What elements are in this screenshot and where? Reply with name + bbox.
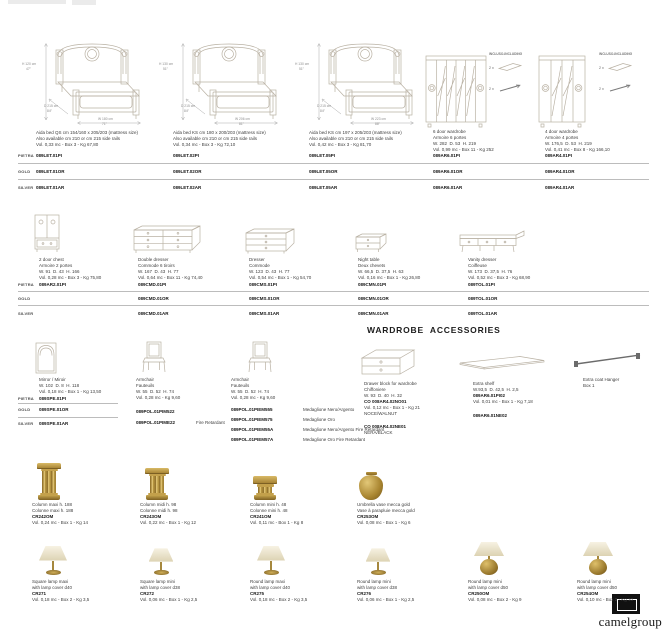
bed-depth-label: D 215 cm [317,104,332,108]
product-desc-line: Commode 6 tiroirs [138,263,175,268]
product-code-fabric: 089POL.01PIEM575 [231,417,273,422]
product-code-silver: 089CMN.01AR [358,311,389,316]
product-desc-line: Aida bed KS cm 197 x 205/203 (mattress size) [309,130,402,135]
product-desc-line: Night table [358,257,380,262]
umbrella-vase-photo [356,472,386,500]
lamp-photo [472,541,506,575]
product-desc-line: W. 176,5 D. 53 H. 219 [545,141,592,146]
product-desc-line: Extra coat Hanger [583,377,620,382]
product-code-pietra: 089TOL.01PI [468,282,495,287]
product-code-gold: 089CMD.01OR [138,296,169,301]
product-code: CR253OM [357,514,379,519]
product-desc-line: Box 1 [583,383,595,388]
product-desc-line: with lamp cover d38 [357,585,398,590]
product-desc-line: Also available cm 210 or cm 215 side rails [36,136,121,141]
product-code-silver: 089CMD.01AR [138,311,169,316]
product-desc-line: Vol. 0,06 mc - Box 1 - Kg 2,5 [140,597,198,602]
row-label-pietra: PIETRA [18,282,34,287]
finish-row-divider [18,403,118,404]
product-code-silver: 089AR6.01AR [433,185,463,190]
row-label-gold: GOLD [18,169,31,174]
product-code-silver: 089SPE.01AR [39,421,69,426]
product-desc-line: 6 door wardrobe [433,129,466,134]
shelf-icon [497,59,523,77]
product-code: CR254OM [577,591,599,596]
product-code-pietra: 089LET.01PI [36,153,63,158]
product-desc-line: with lamp cover d50 [577,585,618,590]
product-desc-line: Colonne maxi h. 188 [32,508,74,513]
product-desc-line: Vol. 0,08 mc - Box 2 - Kg 9 [468,597,522,602]
wardrobe-accessories-heading: WARDROBE ACCESSORIES [367,325,501,335]
product-desc-line: Commode [249,263,270,268]
bed-depth-label: D 215 cm [181,104,196,108]
product-desc-line: Chiffoniere [364,387,386,392]
bed-depth-inches-label: 84″ [47,108,52,113]
cropped-text-artifact [72,0,96,5]
lamp-photo [254,541,288,575]
drawer-block-drawing [354,348,420,378]
wardrobe-4-door-drawing [537,48,587,128]
product-desc-line: Fauteuils [231,383,250,388]
product-code: CR241OM [250,514,272,519]
bed-drawing [42,38,146,126]
product-desc-line: Vol. 0,16 mc - Box 1 - Kg 26,80 [358,275,421,280]
product-desc-line: Colonne midi h. 98 [140,508,178,513]
bed-drawing [179,38,283,126]
product-desc-line: 4 door wardrobe [545,129,578,134]
extra-shelf-drawing [456,354,548,370]
product-code-silver: 089LET.01AR [36,185,65,190]
product-desc-line: Armchair [231,377,250,382]
bed-width-inches-label: 88″ [375,121,380,126]
product-desc-line: Armoire 2 portes [39,263,73,268]
product-desc-line: Vol. 0,10 mc - Box 2 - Kg 10 [577,597,634,602]
product-desc-line: Aida bed KS cm 180 x 200/203 (mattress size) [173,130,266,135]
night-table-drawing [352,233,388,253]
cropped-text-artifact [8,0,66,4]
fabric-note: Fire Retardant [196,420,225,425]
product-code-gold: 089LET.02OR [173,169,202,174]
finish-row-divider [18,163,649,164]
product-code-pietra: 089CMD.01PI [138,282,167,287]
product-desc-line: W. 66,5 D. 37,5 H. 63 [358,269,404,274]
included-shelf-qty: 2 x [489,66,494,70]
product-desc-line: W. 173 D. 37,5 H. 76 [468,269,513,274]
product-desc-line: 2 door chest [39,257,64,262]
product-desc-line: Vanity dresser [468,257,497,262]
product-desc-line: W. 282 D. 53 H. 219 [433,141,477,146]
product-desc-line: Round lamp mini [357,579,391,584]
row-label-pietra: PIETRA [18,153,34,158]
product-desc-line: Armoire 6 portes [433,135,467,140]
armchair-drawing [138,340,170,374]
lamp-photo [361,541,395,575]
product-desc-line: Vol. 0,24 mc - Box 1 - Kg 14 [32,520,89,525]
product-code-silver: 089CMS.01AR [249,311,280,316]
product-code: CR243OM [140,514,162,519]
product-desc-line: Vol. 0,34 mc - Box 3 - Kg 72,10 [173,142,236,147]
included-shelf-qty: 2 x [599,66,604,70]
dresser-drawing [242,228,298,254]
product-desc-line: Vol. 0,28 mc - Kg 9,60 [136,395,181,400]
row-label-silver: SILVER [18,311,34,316]
row-label-silver: SILVER [18,185,34,190]
row-label-gold: GOLD [18,296,31,301]
product-desc-line: Vol. 0,06 mc - Box 1 - Kg 2,5 [357,597,415,602]
finish-label-black: NERA/BLACK [364,430,393,435]
product-desc-line: Vol. 0,99 mc - Box 11 - Kg 252 [433,147,494,152]
product-desc-line: Vase à parapluie mecca gold [357,508,415,513]
product-code-gold: 089SPE.01OR [39,407,69,412]
product-desc-line: Armchair [136,377,155,382]
included-rod-qty: 2 x [599,87,604,91]
product-desc-line: Umbrella vase mecca gold [357,502,411,507]
product-desc-line: Fauteuils [136,383,155,388]
finish-row-divider [18,291,649,292]
product-desc-line: Round lamp mini [577,579,611,584]
product-desc-line: Coiffeuse [468,263,487,268]
product-code-pietra: 089AR6.01PI02 [473,393,506,398]
product-code-gold: 089CMN.01OR [358,296,389,301]
column-photo [34,462,64,500]
product-code-silver: 089LET.02AR [173,185,202,190]
lamp-photo [36,541,70,575]
product-code-walnut: CO 008AR4.02NO01 [364,399,407,404]
product-code-pietra: 089LET.02PI [173,153,200,158]
included-accessories-box [489,52,541,98]
bed-width-label: W 180 cm [98,117,113,121]
product-desc-line: W.93,5 D. 42,5 H. 2,5 [473,387,519,392]
product-code-fabric: 089POL.01PIME22 [136,420,176,425]
included-title: INCLUSO-INCLUDING [599,52,633,56]
shelf-icon [607,59,633,77]
product-desc-line: Round lamp maxi [250,579,286,584]
bed-height-inches-label: 51″ [299,66,304,71]
product-desc-line: W. 55 D. 52 H. 74 [231,389,270,394]
product-code: CR250OM [468,591,490,596]
product-code-fabric: 089POL.01PIEM55A [231,427,274,432]
product-code-pietra: 089AR6.01PI [433,153,461,158]
product-code-pietra: 089CMS.01PI [249,282,278,287]
hanging-rod-icon [497,80,523,98]
fabric-note: Medaglione Oro Fire Retardant [303,437,366,442]
finish-label-walnut: NOCE/WALNUT [364,411,398,416]
bed-height-inches-label: 47″ [26,66,31,71]
product-desc-line: Extra shelf [473,381,495,386]
product-desc-line: Column midi h. 98 [140,502,177,507]
product-desc-line: W. 102 D. 8 H. 118 [39,383,80,388]
product-desc-line: Double dresser [138,257,169,262]
product-desc-line: Armoire 4 portes [545,135,579,140]
row-label-gold: GOLD [18,407,31,412]
product-desc-line: Drawer block for wardrobe [364,381,417,386]
product-code-pietra: 089AR2.01PI [39,282,67,287]
product-desc-line: Vol. 0,18 mc - Box 1 - Kg 13,50 [39,389,102,394]
product-code-gold: 089AR4.01OR [545,169,575,174]
product-code-silver: 089TOL.01AR [468,311,498,316]
product-desc-line: with lamp cover d50 [468,585,509,590]
product-code-fabric: 089POL.01PIEM555 [231,407,273,412]
product-desc-line: Vol. 0,28 mc - Kg 9,60 [231,395,276,400]
product-code-black: CO 008AR4.02NE01 [364,424,407,429]
product-code-gold: 089LET.05OR [309,169,338,174]
bed-depth-label: D 215 cm [44,104,59,108]
product-desc-line: W. 167 D. 43 H. 77 [138,269,179,274]
product-desc-line: Mirror / Miroir [39,377,66,382]
column-photo [250,476,280,500]
product-desc-line: Vol. 0,42 mc - Box 3 - Kg 81,70 [309,142,372,147]
product-code-gold: 089AR6.01OR [433,169,463,174]
included-title: INCLUSO-INCLUDING [489,52,523,56]
product-desc-line: Vol. 0,33 mc - Box 3 - Kg 67,80 [36,142,99,147]
row-label-pietra: PIETRA [18,396,34,401]
hanging-rod-icon [607,80,633,98]
product-desc-line: Vol. 0,08 mc - Box 1 - Kg 6 [357,520,411,525]
bed-drawing [315,38,419,126]
bed-height-inches-label: 51″ [163,66,168,71]
armchair-drawing [244,340,276,374]
vanity-dresser-drawing [458,229,526,253]
product-desc-line: with lamp cover d38 [140,585,181,590]
product-desc-line: Vol. 0,01 mc - Box 1 - Kg 7,18 [473,399,533,404]
product-desc-line: Vol. 0,11 mc - Box 1 - Kg 8 [250,520,304,525]
product-desc-line: Square lamp mini [140,579,176,584]
finish-row-divider [18,305,649,306]
product-desc-line: Vol. 0,52 mc - Box 3 - Kg 68,90 [468,275,531,280]
product-desc-line: Vol. 0,54 mc - Box 1 - Kg 54,70 [249,275,312,280]
product-desc-line: Column mini h. 48 [250,502,287,507]
bed-width-inches-label: 81″ [239,121,244,126]
included-accessories-box [599,52,651,98]
camelgroup-wordmark: camelgroup [598,614,662,629]
product-code-black: 089AR6.01NE02 [473,413,508,418]
finish-row-divider [18,417,118,418]
bed-height-label: H 120 cm [22,62,37,66]
product-code-gold: 089TOL.01OR [468,296,498,301]
product-desc-line: Square lamp maxi [32,579,69,584]
product-desc-line: Colonne mini h. 48 [250,508,288,513]
product-desc-line: W. 55 D. 52 H. 74 [136,389,175,394]
product-code: CR242OM [32,514,54,519]
product-code: CR276 [357,591,372,596]
product-desc-line: Vol. 0,41 mc - Box 8 - Kg 166,10 [545,147,610,152]
product-code-fabric: 089POL.01PIM522 [136,409,175,414]
fabric-note: Medaglione Nero/Argento Fire Retardant [303,427,385,432]
product-desc-line: Vol. 0,64 mc - Box 11 - Kg 74,40 [138,275,203,280]
bed-width-label: W 223 cm [371,117,386,121]
bed-height-label: H 130 cm [295,62,310,66]
fabric-note: Medaglione Nero/Argento [303,407,355,412]
lamp-photo [144,541,178,575]
wardrobe-6-door-drawing [424,48,488,128]
product-desc-line: Column maxi h. 188 [32,502,73,507]
bed-width-label: W 206 cm [235,117,250,121]
product-desc-line: W. 91 D. 43 H. 166 [39,269,80,274]
product-desc-line: W. 93 D. 40 H. 32 [364,393,403,398]
product-desc-line: Deux chevets [358,263,386,268]
double-dresser-drawing [130,224,202,254]
product-desc-line: Also available cm 210 or cm 215 side rails [173,136,258,141]
product-desc-line: Vol. 0,18 mc - Box 2 - Kg 3,5 [32,597,90,602]
product-code: CR275 [250,591,265,596]
product-code-pietra: 089SPE.01PI [39,396,67,401]
product-desc-line: Vol. 0,18 mc - Box 2 - Kg 3,5 [250,597,308,602]
product-code-gold: 089LET.01OR [36,169,65,174]
bed-height-label: H 130 cm [159,62,174,66]
product-code-pietra: 089CMN.01PI [358,282,387,287]
product-code-silver: 089LET.05AR [309,185,338,190]
row-label-silver: SILVER [18,421,34,426]
product-desc-line: Round lamp mini [468,579,502,584]
included-rod-qty: 2 x [489,87,494,91]
extra-coat-hanger-drawing [570,350,650,370]
product-desc-line: Also available cm 210 or cm 215 side rails [309,136,394,141]
product-code-silver: 089AR4.01AR [545,185,575,190]
product-code-gold: 089CMS.01OR [249,296,280,301]
product-desc-line: Vol. 0,12 mc - Box 1 - Kg 21 [364,405,421,410]
finish-row-divider [18,179,649,180]
bed-width-inches-label: 71″ [102,121,107,126]
bed-depth-inches-label: 84″ [320,108,325,113]
product-desc-line: Aida bed QS cm 154/160 x 205/203 (mattress size) [36,130,139,135]
column-photo [142,468,172,500]
product-code: CR271 [32,591,47,596]
mirror-drawing [30,342,62,374]
product-code-fabric: 089POL.01PIEM57A [231,437,274,442]
product-desc-line: W. 123 D. 43 H. 77 [249,269,290,274]
product-desc-line: Vol. 0,28 mc - Box 3 - Kg 75,80 [39,275,102,280]
product-desc-line: with lamp cover d40 [32,585,73,590]
fabric-note: Medaglione Oro [303,417,336,422]
chest-2-door-drawing [30,213,64,255]
bed-depth-inches-label: 84″ [184,108,189,113]
product-code-pietra: 089AR4.01PI [545,153,573,158]
product-desc-line: Vol. 0,22 mc - Box 1 - Kg 12 [140,520,197,525]
product-desc-line: Dresser [249,257,265,262]
product-code: CR272 [140,591,155,596]
product-desc-line: with lamp cover d40 [250,585,291,590]
product-code-pietra: 089LET.05PI [309,153,336,158]
lamp-photo [581,541,615,575]
